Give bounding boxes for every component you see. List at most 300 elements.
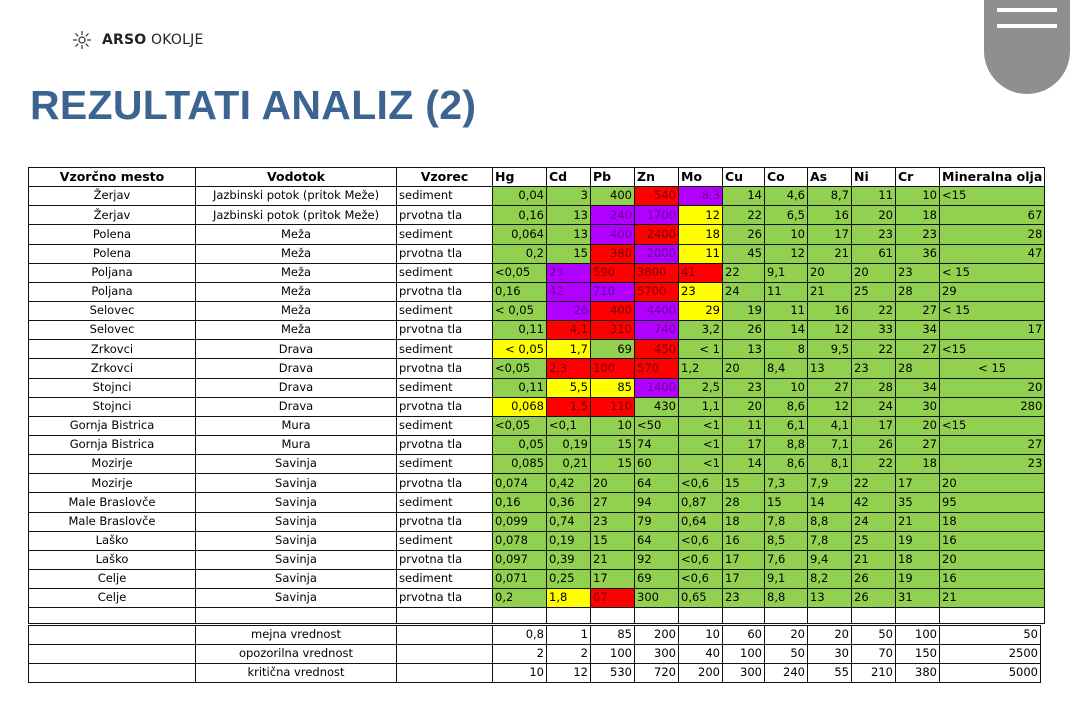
table-cell: 0,74	[547, 512, 591, 531]
spacer-row	[29, 608, 1045, 624]
table-cell: Meža	[196, 263, 397, 282]
table-cell: 8,8	[765, 435, 808, 454]
table-cell: 67	[940, 206, 1045, 225]
limit-label: opozorilna vrednost	[196, 645, 397, 664]
limit-value: 50	[852, 626, 896, 645]
table-cell: prvotna tla	[397, 474, 493, 493]
table-cell: 1,5	[547, 397, 591, 416]
table-cell: 590	[591, 263, 635, 282]
table-cell: 18	[896, 206, 940, 225]
table-cell: 22	[723, 206, 765, 225]
table-cell: 430	[635, 397, 679, 416]
table-row	[29, 435, 1045, 454]
table-row	[29, 225, 1045, 244]
table-cell: 0,078	[493, 531, 547, 550]
table-cell: 24	[723, 282, 765, 301]
table-cell: 16	[940, 531, 1045, 550]
table-cell: 30	[896, 397, 940, 416]
table-cell: Drava	[196, 378, 397, 397]
table-cell: prvotna tla	[397, 435, 493, 454]
table-cell: 21	[808, 244, 852, 263]
limit-value: 200	[679, 664, 723, 683]
empty-cell	[547, 608, 591, 624]
table-cell: 23	[852, 359, 896, 378]
empty-cell	[196, 608, 397, 624]
table-cell: 16	[723, 531, 765, 550]
table-cell: 8,2	[808, 569, 852, 588]
table-row	[29, 301, 1045, 320]
table-cell: Mura	[196, 435, 397, 454]
table-cell: 280	[940, 397, 1045, 416]
table-cell: prvotna tla	[397, 244, 493, 263]
table-cell: 45	[723, 244, 765, 263]
column-header: Ni	[852, 168, 896, 187]
table-cell: <50	[635, 416, 679, 435]
table-cell: 12	[679, 206, 723, 225]
table-cell: 0,36	[547, 493, 591, 512]
column-header: As	[808, 168, 852, 187]
table-cell: Drava	[196, 359, 397, 378]
table-cell: Poljana	[29, 263, 196, 282]
table-cell: <0,05	[493, 263, 547, 282]
table-cell: 28	[852, 378, 896, 397]
table-cell: 5,5	[547, 378, 591, 397]
table-cell: 21	[591, 550, 635, 569]
table-cell: 27	[940, 435, 1045, 454]
table-row	[29, 187, 1045, 206]
table-cell: Polena	[29, 244, 196, 263]
empty-cell	[679, 608, 723, 624]
table-cell: sediment	[397, 455, 493, 474]
table-cell: 400	[591, 301, 635, 320]
results-table	[28, 167, 1045, 624]
table-cell: 26	[852, 589, 896, 608]
table-cell: <1	[679, 416, 723, 435]
column-header: Vzorec	[397, 168, 493, 187]
table-cell: 4,6	[765, 187, 808, 206]
table-cell: Savinja	[196, 589, 397, 608]
table-cell: 20	[723, 359, 765, 378]
table-cell: 9,4	[808, 550, 852, 569]
table-cell: 21	[852, 550, 896, 569]
table-cell: 1,7	[547, 340, 591, 359]
table-cell: 24	[852, 397, 896, 416]
table-cell: 19	[723, 301, 765, 320]
table-cell: 41	[679, 263, 723, 282]
table-cell: 17	[723, 435, 765, 454]
table-cell: 20	[940, 550, 1045, 569]
table-cell: 17	[723, 569, 765, 588]
table-cell: Savinja	[196, 493, 397, 512]
table-cell: 10	[765, 225, 808, 244]
column-header: Cd	[547, 168, 591, 187]
table-cell: Meža	[196, 244, 397, 263]
table-cell: Mura	[196, 416, 397, 435]
table-cell: 10	[765, 378, 808, 397]
table-row	[29, 397, 1045, 416]
table-cell: 27	[808, 378, 852, 397]
limit-value: 50	[765, 645, 808, 664]
table-row	[29, 378, 1045, 397]
table-cell: 0,2	[493, 244, 547, 263]
table-cell: 14	[723, 455, 765, 474]
table-cell: Zrkovci	[29, 359, 196, 378]
table-cell: 26	[723, 225, 765, 244]
table-cell: 12	[808, 397, 852, 416]
column-header: Zn	[635, 168, 679, 187]
table-cell: <0,6	[679, 474, 723, 493]
table-cell: 19	[896, 531, 940, 550]
table-cell: 22	[852, 340, 896, 359]
limit-value: 5000	[940, 664, 1041, 683]
table-cell: 8,6	[765, 455, 808, 474]
table-cell: sediment	[397, 569, 493, 588]
table-cell: 0,05	[493, 435, 547, 454]
table-cell: 11	[852, 187, 896, 206]
table-cell: 25	[852, 282, 896, 301]
table-cell: 61	[852, 244, 896, 263]
table-cell: 15	[591, 455, 635, 474]
limit-value: 300	[635, 645, 679, 664]
table-cell: 0,11	[493, 321, 547, 340]
table-cell: 15	[591, 435, 635, 454]
table-row	[29, 512, 1045, 531]
table-cell: 29	[940, 282, 1045, 301]
table-cell: 540	[635, 187, 679, 206]
table-cell: 18	[679, 225, 723, 244]
table-cell: 4,1	[808, 416, 852, 435]
table-cell: Jazbinski potok (pritok Meže)	[196, 187, 397, 206]
table-cell: 0,87	[679, 493, 723, 512]
table-cell: Savinja	[196, 569, 397, 588]
table-cell: 8	[765, 340, 808, 359]
table-cell: 3,2	[679, 321, 723, 340]
table-cell: 11	[723, 416, 765, 435]
table-cell: sediment	[397, 340, 493, 359]
table-cell: 21	[808, 282, 852, 301]
table-cell: 42	[547, 282, 591, 301]
table-cell: Meža	[196, 321, 397, 340]
table-cell: < 0,05	[493, 340, 547, 359]
table-cell: Savinja	[196, 474, 397, 493]
table-cell: Meža	[196, 282, 397, 301]
table-cell: 27	[896, 435, 940, 454]
table-cell: Celje	[29, 589, 196, 608]
table-cell: Laško	[29, 550, 196, 569]
table-cell: 240	[591, 206, 635, 225]
table-cell: 1700	[635, 206, 679, 225]
table-cell: 14	[765, 321, 808, 340]
table-cell: Drava	[196, 340, 397, 359]
table-cell: sediment	[397, 378, 493, 397]
limit-row	[29, 645, 1041, 664]
table-row	[29, 263, 1045, 282]
table-cell: 64	[635, 474, 679, 493]
limit-value: 100	[591, 645, 635, 664]
limit-value: 10	[493, 664, 547, 683]
limit-label: mejna vrednost	[196, 626, 397, 645]
table-cell: 16	[808, 206, 852, 225]
limit-value: 100	[723, 645, 765, 664]
table-cell: 16	[940, 569, 1045, 588]
table-cell: 19	[896, 569, 940, 588]
table-cell: 23	[852, 225, 896, 244]
limit-value: 150	[896, 645, 940, 664]
table-cell: 29	[679, 301, 723, 320]
table-cell: 110	[591, 397, 635, 416]
table-cell: 0,64	[679, 512, 723, 531]
empty-cell	[397, 645, 493, 664]
empty-cell	[397, 626, 493, 645]
table-cell: 28	[723, 493, 765, 512]
table-cell: Celje	[29, 569, 196, 588]
table-cell: 22	[852, 301, 896, 320]
table-cell: 22	[852, 474, 896, 493]
column-header: Mineralna olja	[940, 168, 1045, 187]
empty-cell	[29, 608, 196, 624]
table-cell: 0,16	[493, 282, 547, 301]
limit-value: 85	[591, 626, 635, 645]
column-header: Mo	[679, 168, 723, 187]
table-row	[29, 531, 1045, 550]
menu-button[interactable]	[984, 0, 1070, 94]
table-cell: 1,2	[679, 359, 723, 378]
table-cell: 0,25	[547, 569, 591, 588]
table-cell: 0,65	[679, 589, 723, 608]
table-cell: <15	[940, 340, 1045, 359]
table-cell: sediment	[397, 416, 493, 435]
table-row	[29, 569, 1045, 588]
table-cell: 8,7	[808, 187, 852, 206]
table-cell: <15	[940, 416, 1045, 435]
table-cell: 4400	[635, 301, 679, 320]
limit-value: 210	[852, 664, 896, 683]
table-cell: 710	[591, 282, 635, 301]
table-cell: <0,05	[493, 359, 547, 378]
table-cell: 17	[723, 550, 765, 569]
table-cell: Poljana	[29, 282, 196, 301]
table-cell: sediment	[397, 493, 493, 512]
table-cell: 1400	[635, 378, 679, 397]
limit-value: 2	[493, 645, 547, 664]
table-cell: 20	[940, 474, 1045, 493]
table-row	[29, 321, 1045, 340]
table-cell: 22	[723, 263, 765, 282]
table-cell: 0,16	[493, 206, 547, 225]
table-cell: Žerjav	[29, 206, 196, 225]
column-header: Cu	[723, 168, 765, 187]
table-cell: 25	[852, 531, 896, 550]
table-cell: 69	[635, 569, 679, 588]
table-cell: 42	[852, 493, 896, 512]
table-cell: Zrkovci	[29, 340, 196, 359]
limit-value: 20	[765, 626, 808, 645]
table-cell: <1	[679, 455, 723, 474]
table-cell: prvotna tla	[397, 359, 493, 378]
table-cell: 2400	[635, 225, 679, 244]
limit-row	[29, 626, 1041, 645]
brand-name: ARSO OKOLJE	[102, 32, 204, 48]
table-cell: 7,9	[808, 474, 852, 493]
table-cell: 450	[635, 340, 679, 359]
limit-value: 30	[808, 645, 852, 664]
table-cell: 5700	[635, 282, 679, 301]
hamburger-menu-icon	[997, 8, 1057, 12]
table-cell: Gornja Bistrica	[29, 435, 196, 454]
empty-cell	[808, 608, 852, 624]
table-cell: prvotna tla	[397, 589, 493, 608]
table-cell: 9,1	[765, 263, 808, 282]
table-cell: 0,071	[493, 569, 547, 588]
table-cell: < 0,05	[493, 301, 547, 320]
table-cell: 23	[679, 282, 723, 301]
empty-cell	[29, 664, 196, 683]
table-cell: Male Braslovče	[29, 493, 196, 512]
table-row	[29, 282, 1045, 301]
table-cell: Savinja	[196, 550, 397, 569]
table-cell: sediment	[397, 225, 493, 244]
limit-value: 2500	[940, 645, 1041, 664]
table-header-row	[29, 168, 1045, 187]
table-cell: < 15	[940, 263, 1045, 282]
table-cell: < 15	[940, 359, 1045, 378]
table-cell: 570	[635, 359, 679, 378]
column-header: Cr	[896, 168, 940, 187]
column-header: Vzorčno mesto	[29, 168, 196, 187]
table-cell: <1	[679, 435, 723, 454]
table-cell: 8,8	[765, 589, 808, 608]
table-cell: Savinja	[196, 512, 397, 531]
table-cell: 0,21	[547, 455, 591, 474]
table-cell: 27	[896, 340, 940, 359]
table-cell: 20	[896, 416, 940, 435]
table-cell: 24	[852, 512, 896, 531]
table-cell: prvotna tla	[397, 282, 493, 301]
table-cell: 13	[723, 340, 765, 359]
table-cell: 7,8	[765, 512, 808, 531]
empty-cell	[397, 608, 493, 624]
table-cell: Stojnci	[29, 378, 196, 397]
table-cell: 8,5	[765, 531, 808, 550]
table-row	[29, 416, 1045, 435]
table-cell: < 15	[940, 301, 1045, 320]
table-cell: 20	[723, 397, 765, 416]
table-cell: Laško	[29, 531, 196, 550]
hamburger-menu-icon	[997, 24, 1057, 28]
table-cell: 11	[679, 244, 723, 263]
table-cell: 0,42	[547, 474, 591, 493]
table-cell: Selovec	[29, 321, 196, 340]
table-cell: 7,3	[765, 474, 808, 493]
table-cell: prvotna tla	[397, 397, 493, 416]
limit-value: 55	[808, 664, 852, 683]
table-cell: 9,5	[808, 340, 852, 359]
table-cell: 36	[896, 244, 940, 263]
table-cell: 28	[940, 225, 1045, 244]
table-cell: 47	[940, 244, 1045, 263]
table-cell: prvotna tla	[397, 550, 493, 569]
table-cell: 23	[723, 378, 765, 397]
table-cell: 69	[591, 340, 635, 359]
table-cell: 13	[808, 359, 852, 378]
table-cell: 26	[852, 569, 896, 588]
table-cell: 0,16	[493, 493, 547, 512]
table-cell: <0,6	[679, 550, 723, 569]
table-cell: 100	[591, 359, 635, 378]
table-cell: 18	[723, 512, 765, 531]
table-cell: 15	[765, 493, 808, 512]
table-cell: sediment	[397, 301, 493, 320]
table-cell: 23	[591, 512, 635, 531]
table-cell: Male Braslovče	[29, 512, 196, 531]
table-row	[29, 455, 1045, 474]
table-cell: 16	[808, 301, 852, 320]
table-cell: Selovec	[29, 301, 196, 320]
table-cell: Savinja	[196, 455, 397, 474]
table-cell: 0,068	[493, 397, 547, 416]
table-cell: Drava	[196, 397, 397, 416]
limit-value: 100	[896, 626, 940, 645]
table-cell: 34	[896, 378, 940, 397]
table-cell: 26	[547, 301, 591, 320]
empty-cell	[635, 608, 679, 624]
limit-value: 50	[940, 626, 1041, 645]
limit-value: 20	[808, 626, 852, 645]
empty-cell	[397, 664, 493, 683]
table-cell: 23	[896, 225, 940, 244]
page-title: REZULTATI ANALIZ (2)	[30, 82, 477, 128]
table-cell: 67	[591, 589, 635, 608]
limit-value: 200	[635, 626, 679, 645]
table-cell: 7,1	[808, 435, 852, 454]
table-cell: 20	[852, 263, 896, 282]
table-cell: prvotna tla	[397, 512, 493, 531]
table-cell: 20	[808, 263, 852, 282]
empty-cell	[896, 608, 940, 624]
table-cell: 2,3	[547, 359, 591, 378]
table-cell: 11	[765, 282, 808, 301]
table-cell: 10	[591, 416, 635, 435]
table-cell: 28	[896, 282, 940, 301]
table-cell: 0,085	[493, 455, 547, 474]
table-cell: 8,4	[765, 359, 808, 378]
limit-values-table	[28, 625, 1041, 683]
empty-cell	[852, 608, 896, 624]
table-cell: 23	[896, 263, 940, 282]
table-cell: 94	[635, 493, 679, 512]
table-cell: Meža	[196, 225, 397, 244]
empty-cell	[493, 608, 547, 624]
table-cell: 14	[723, 187, 765, 206]
table-cell: 35	[896, 493, 940, 512]
table-cell: 15	[591, 531, 635, 550]
limit-value: 40	[679, 645, 723, 664]
table-cell: 25	[547, 263, 591, 282]
limit-value: 720	[635, 664, 679, 683]
empty-cell	[591, 608, 635, 624]
limit-value: 70	[852, 645, 896, 664]
table-cell: sediment	[397, 531, 493, 550]
table-cell: 380	[591, 244, 635, 263]
table-cell: 34	[896, 321, 940, 340]
limit-label: kritična vrednost	[196, 664, 397, 683]
table-cell: <15	[940, 187, 1045, 206]
limit-row	[29, 664, 1041, 683]
limit-value: 530	[591, 664, 635, 683]
table-cell: 13	[808, 589, 852, 608]
table-cell: <0,6	[679, 569, 723, 588]
table-cell: prvotna tla	[397, 321, 493, 340]
